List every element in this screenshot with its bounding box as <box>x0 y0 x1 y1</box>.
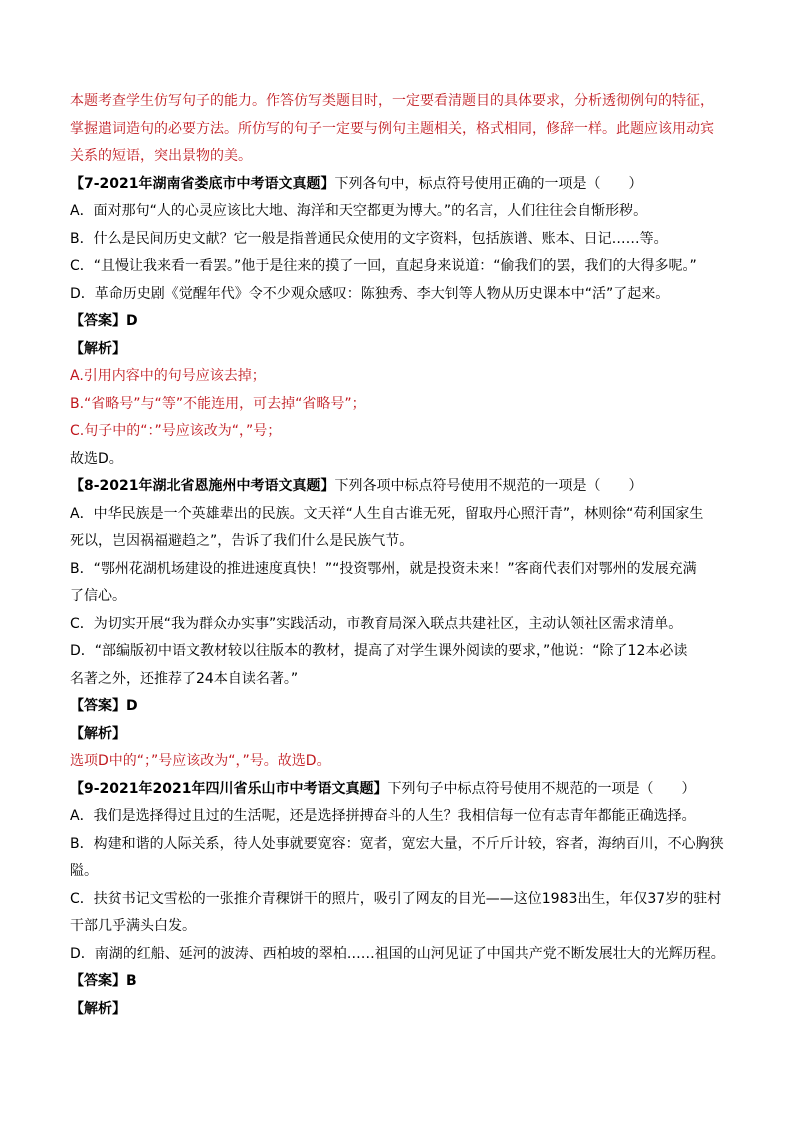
question-7-source: 【7-2021年湖南省娄底市中考语文真题】 <box>70 175 335 192</box>
question-7-answer: 【答案】D <box>70 313 138 329</box>
question-8-analysis-line: 选项D中的“；”号应该改为“，”号。故选D。 <box>70 753 331 769</box>
question-8-stem: 下列各项中标点符号使用不规范的一项是（ ） <box>334 478 643 494</box>
question-7-analysis-label: 【解析】 <box>70 340 126 357</box>
question-8-option-b-cont: 了信心。 <box>70 588 126 604</box>
intro-line: 掌握遣词造句的必要方法。所仿写的句子一定要与例句主题相关，格式相同，修辞一样。此题应该用动宾 <box>70 120 714 137</box>
question-7-analysis-line: A.引用内容中的句号应该去掉； <box>70 368 266 384</box>
question-9-source: 【9-2021年2021年四川省乐山市中考语文真题】 <box>70 780 388 797</box>
question-8-option-a: A．中华民族是一个英雄辈出的民族。文天祥“人生自古谁无死，留取丹心照汗青”，林则徐“苟利国家生 <box>70 505 704 522</box>
question-9-analysis-label: 【解析】 <box>70 1000 126 1017</box>
question-8-option-c: C．为切实开展“我为群众办实事”实践活动，市教育局深入联点共建社区，主动认领社区需求清单。 <box>70 615 683 632</box>
question-9-answer: 【答案】B <box>70 973 137 989</box>
question-9-option-d: D．南湖的红船、延河的波涛、西柏坡的翠柏……祖国的山河见证了中国共产党不断发展壮大的光辉历程。 <box>70 945 725 962</box>
question-9-option-b-cont: 隘。 <box>70 863 98 879</box>
intro-line: 关系的短语，突出景物的美。 <box>70 148 252 164</box>
question-7-option-d: D．革命历史剧《觉醒年代》令不少观众感叹：陈独秀、李大钊等人物从历史课本中“活”了起来。 <box>70 285 670 302</box>
question-7-analysis-line: C.句子中的“：”号应该改为“，”号； <box>70 423 282 439</box>
question-7-header <box>70 171 730 199</box>
question-7-option-a: A．面对那句“人的心灵应该比大地、海洋和天空都更为博大。”的名言，人们往往会自惭形秽。 <box>70 203 648 219</box>
question-9-header <box>70 776 730 804</box>
intro-line: 本题考查学生仿写句子的能力。作答仿写类题目时，一定要看清题目的具体要求，分析透彻例句的特征， <box>70 93 714 109</box>
question-7-analysis-line: 故选D。 <box>70 450 123 467</box>
question-9-option-a: A．我们是选择得过且过的生活呢，还是选择拼搏奋斗的人生？我相信每一位有志青年都能正确选择。 <box>70 808 696 824</box>
question-9-stem: 下列句子中标点符号使用不规范的一项是（ ） <box>387 780 696 797</box>
question-7-stem: 下列各句中，标点符号使用正确的一项是（ ） <box>334 175 643 192</box>
question-9-option-c: C．扶贫书记文雪松的一张推介青稞饼干的照片，吸引了网友的目光——这位1983出生，年仅37岁的驻村 <box>70 890 722 907</box>
question-8-header <box>70 473 730 501</box>
question-8-option-a-cont: 死以，岂因祸福避趋之”，告诉了我们什么是民族气节。 <box>70 533 414 549</box>
question-7-option-b: B．什么是民间历史文献？它一般是指普通民众使用的文字资料，包括族谱、账本、日记……等。 <box>70 230 668 247</box>
question-7-analysis-line: B.“省略号”与“等”不能连用，可去掉“省略号”； <box>70 395 366 412</box>
question-8-answer: 【答案】D <box>70 698 138 714</box>
question-9-option-b: B．构建和谐的人际关系，待人处事就要宽容：宽者，宽宏大量，不斤斤计较，容者，海纳百川，不心胸狭 <box>70 835 724 852</box>
question-7-option-c: C．“且慢让我来看一看罢。”他于是往来的摸了一回，直起身来说道：“偷我们的罢，我们的大得多呢。” <box>70 258 697 274</box>
question-8-analysis-label: 【解析】 <box>70 725 126 742</box>
question-9-option-c-cont: 干部几乎满头白发。 <box>70 918 196 934</box>
question-8-option-d-cont: 名著之外，还推荐了24本自读名著。” <box>70 670 299 687</box>
question-8-option-d: D．“部编版初中语文教材较以往版本的教材，提高了对学生课外阅读的要求，”他说：“除了12本必读 <box>70 643 688 659</box>
question-8-option-b: B．“鄂州花湖机场建设的推进速度真快！”“投资鄂州，就是投资未来！”客商代表们对鄂州的发展充满 <box>70 560 697 577</box>
document-page <box>70 88 730 1023</box>
question-8-source: 【8-2021年湖北省恩施州中考语文真题】 <box>70 478 335 494</box>
